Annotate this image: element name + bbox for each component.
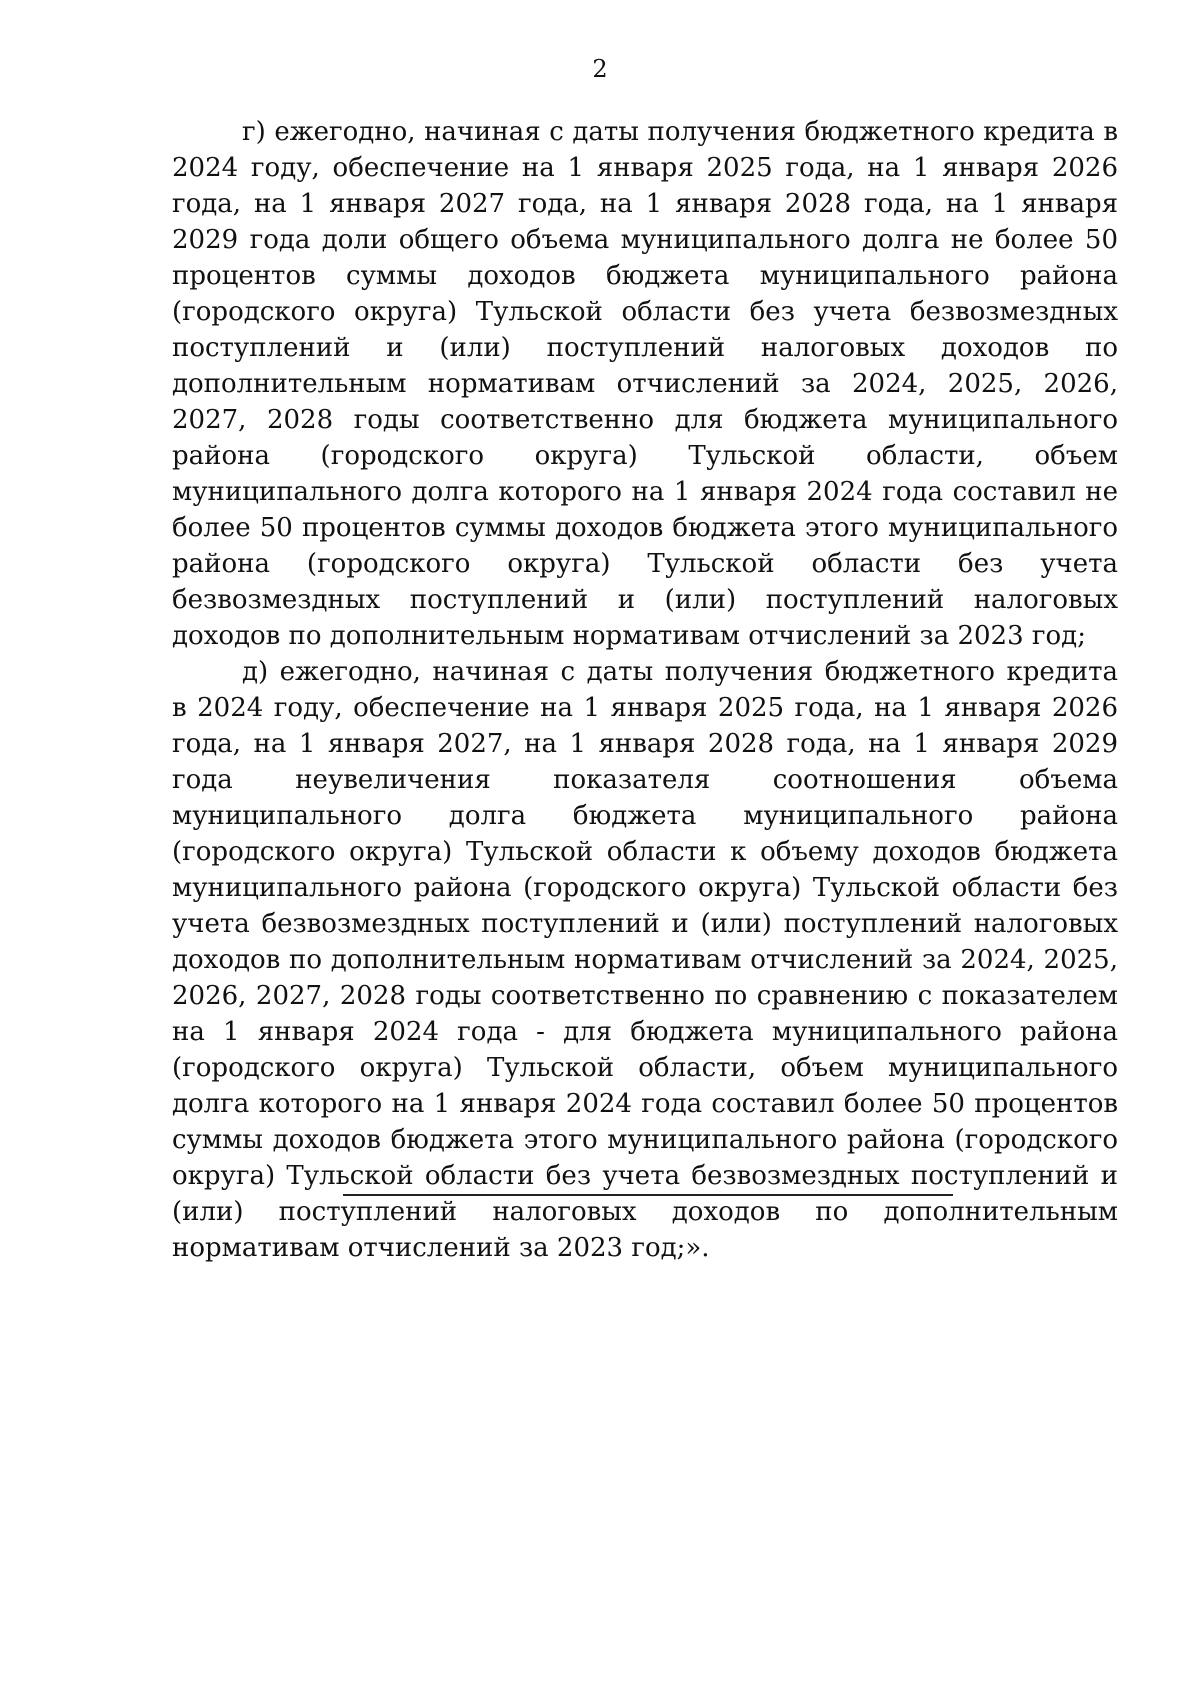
paragraph-d: д) ежегодно, начиная с даты получения бюджетного кредита в 2024 году, обеспечение на 1 января 2025 года, на 1 января 2026 года, на 1 января 2027, на 1 января 2028 года, на 1 января 2029 года неувеличения показателя соотношения объема муниципального долга бюджета муниципального района (городского округа) Тульской области к объему доходов бюджета муниципального района (городского округа) Тульской области без учета безвозмездных поступлений и (или) поступлений налоговых доходов по дополнительным нормативам отчислений за 2024, 2025, 2026, 2027, 2028 годы соответственно по сравнению с показателем на 1 января 2024 года - для бюджета муниципального района (городского округа) Тульской области, объем муниципального долга которого на 1 января 2024 года составил более 50 процентов суммы доходов бюджета этого муниципального района (городского округа) Тульской области без учета безвозмездных поступлений и (или) поступлений налоговых доходов по дополнительным нормативам отчислений за 2023 год;». bbox=[172, 657, 1118, 1263]
page-number: 2 bbox=[592, 55, 608, 83]
document-body bbox=[172, 114, 1118, 1266]
closing-rule bbox=[343, 1194, 953, 1196]
paragraph-g: г) ежегодно, начиная с даты получения бюджетного кредита в 2024 году, обеспечение на 1 января 2025 года, на 1 января 2026 года, на 1 января 2027 года, на 1 января 2028 года, на 1 января 2029 года доли общего объема муниципального долга не более 50 процентов суммы доходов бюджета муниципального района (городского округа) Тульской области без учета безвозмездных поступлений и (или) поступлений налоговых доходов по дополнительным нормативам отчислений за 2024, 2025, 2026, 2027, 2028 годы соответственно для бюджета муниципального района (городского округа) Тульской области, объем муниципального долга которого на 1 января 2024 года составил не более 50 процентов суммы доходов бюджета этого муниципального района (городского округа) Тульской области без учета безвозмездных поступлений и (или) поступлений налоговых доходов по дополнительным нормативам отчислений за 2023 год; bbox=[172, 117, 1118, 651]
